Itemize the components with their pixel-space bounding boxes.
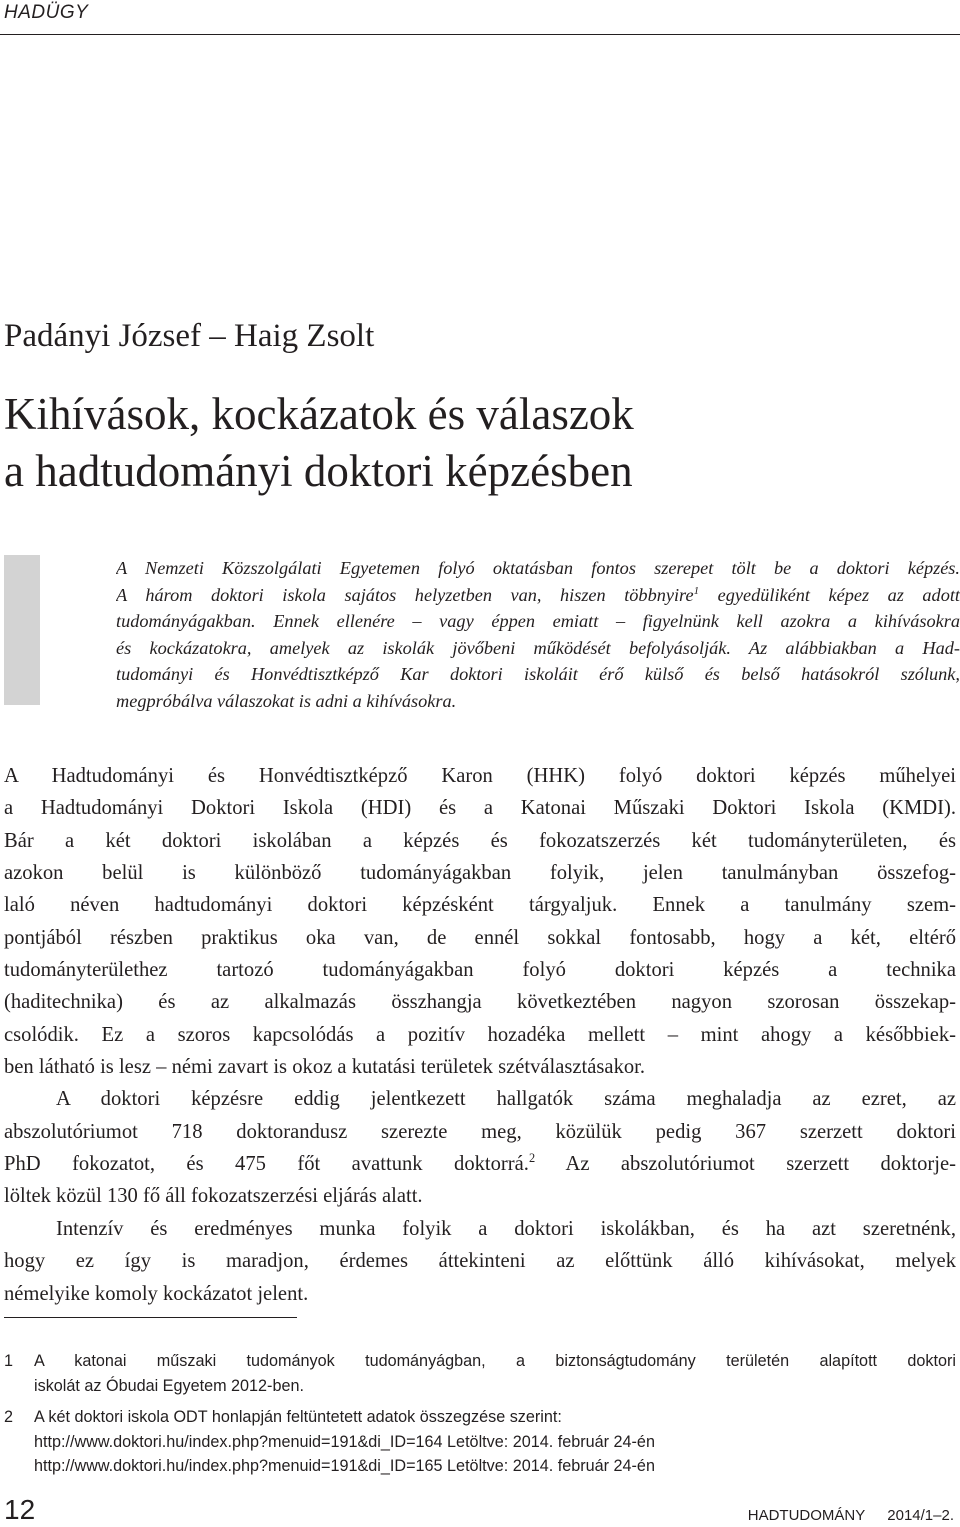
- page-number: 12: [4, 1494, 36, 1525]
- abstract-line: tudományágakban. Ennek ellenére – vagy éppen emiatt – figyelnünk kell azokra a kihívásokra: [116, 611, 960, 631]
- article-authors: Padányi József – Haig Zsolt: [4, 318, 375, 354]
- body-line: némelyike komoly kockázatot jelent.: [4, 1282, 309, 1305]
- header-rule: [0, 34, 960, 35]
- abstract-line: [116, 582, 960, 609]
- body-text: [4, 760, 956, 1310]
- body-line: (haditechnika) és az alkalmazás összhangja következtében nagyon szorosan összekap-: [4, 991, 956, 1014]
- body-line: pontjából részben praktikus oka van, de ennél sokkal fontosabb, hogy a két, eltérő: [4, 926, 956, 949]
- abstract-line: tudományi és Honvédtisztképző Kar doktori iskoláit érő külső és belső hatásokról szólunk,: [116, 664, 960, 684]
- body-line: abszolutóriumot 718 doktorandusz szerezte meg, közülük pedig 367 szerzett doktori: [4, 1120, 956, 1143]
- abstract-text: A három doktori iskola sajátos helyzetben van, hiszen többnyire: [116, 584, 694, 605]
- abstract-line: megpróbálva válaszokat is adni a kihívásokra.: [116, 690, 457, 711]
- running-head: HADÜGY: [4, 2, 89, 23]
- body-line: löltek közül 130 fő áll fokozatszerzési eljárás alatt.: [4, 1185, 423, 1208]
- body-line: csolódik. Ez a szoros kapcsolódás a pozitív hozadéka mellett – mint ahogy a későbbiek-: [4, 1023, 956, 1046]
- footnote-line: A két doktori iskola ODT honlapján feltüntetett adatok összegzése szerint:: [34, 1408, 562, 1426]
- footnotes: [4, 1349, 956, 1486]
- abstract-text: egyedüliként képez az adott: [717, 584, 960, 605]
- body-line: [4, 1148, 956, 1180]
- body-line: hogy ez így is maradjon, érdemes áttekinteni az előttünk álló kihívásokat, melyek: [4, 1250, 956, 1273]
- journal-issue: 2014/1–2.: [887, 1507, 954, 1524]
- abstract-marker-bar: [4, 555, 40, 705]
- journal-footer: [748, 1507, 954, 1524]
- body-text-segment: PhD fokozatot, és 475 főt avattunk doktorrá.: [4, 1153, 529, 1176]
- title-line: a hadtudományi doktori képzésben: [4, 446, 633, 496]
- footnote-number: 2: [4, 1408, 14, 1426]
- footnote-ref: 2: [528, 1151, 536, 1166]
- body-text-segment: Az abszolutóriumot szerzett doktorje-: [565, 1153, 956, 1176]
- footnote-ref: 1: [693, 584, 700, 597]
- footnote-link[interactable]: http://www.doktori.hu/index.php?menuid=191&di_ID=165 Letöltve: 2014. február 24-én: [34, 1457, 655, 1475]
- title-line: Kihívások, kockázatok és válaszok: [4, 389, 634, 439]
- footnote-line: iskolát az Óbudai Egyetem 2012-ben.: [34, 1376, 304, 1395]
- abstract-line: és kockázatokra, amelyek az iskolák jövőbeni működését befolyásolják. Az alábbiakban a Had-: [116, 637, 960, 658]
- body-line: Intenzív és eredményes munka folyik a doktori iskolákban, és ha azt szeretnénk,: [56, 1217, 956, 1240]
- footnote: [4, 1405, 956, 1479]
- body-line: Bár a két doktori iskolában a képzés és fokozatszerzés két tudományterületen, és: [4, 829, 956, 852]
- body-line: a Hadtudományi Doktori Iskola (HDI) és a Katonai Műszaki Doktori Iskola (KMDI).: [4, 797, 956, 820]
- footnote-number: 1: [4, 1352, 14, 1370]
- abstract-line: A Nemzeti Közszolgálati Egyetemen folyó oktatásban fontos szerepet tölt be a doktori képzés.: [116, 558, 960, 578]
- footnote-separator: [4, 1317, 297, 1318]
- body-line: ben látható is lesz – némi zavart is okoz a kutatási területek szétválasztásakor.: [4, 1056, 646, 1079]
- body-line: A Hadtudományi és Honvédtisztképző Karon (HHK) folyó doktori képzés műhelyei: [4, 765, 956, 787]
- body-line: azokon belül is különböző tudományágakban folyik, jelen tanulmányban összefog-: [4, 862, 956, 885]
- footnote: [4, 1349, 956, 1398]
- journal-name: HADTUDOMÁNY: [747, 1507, 866, 1524]
- body-line: A doktori képzésre eddig jelentkezett hallgatók száma meghaladja az ezret, az: [56, 1088, 956, 1111]
- body-line: tudományterülethez tartozó tudományágakban folyó doktori képzés a technika: [4, 959, 956, 982]
- article-title: [4, 386, 954, 500]
- abstract: [116, 555, 960, 714]
- footnote-line: A katonai műszaki tudományok tudományágban, a biztonságtudomány területén alapított doktori: [34, 1352, 956, 1370]
- body-line: laló néven hadtudományi doktori képzésként tárgyaljuk. Ennek a tanulmány szem-: [4, 894, 956, 917]
- footnote-link[interactable]: http://www.doktori.hu/index.php?menuid=191&di_ID=164 Letöltve: 2014. február 24-én: [34, 1432, 655, 1451]
